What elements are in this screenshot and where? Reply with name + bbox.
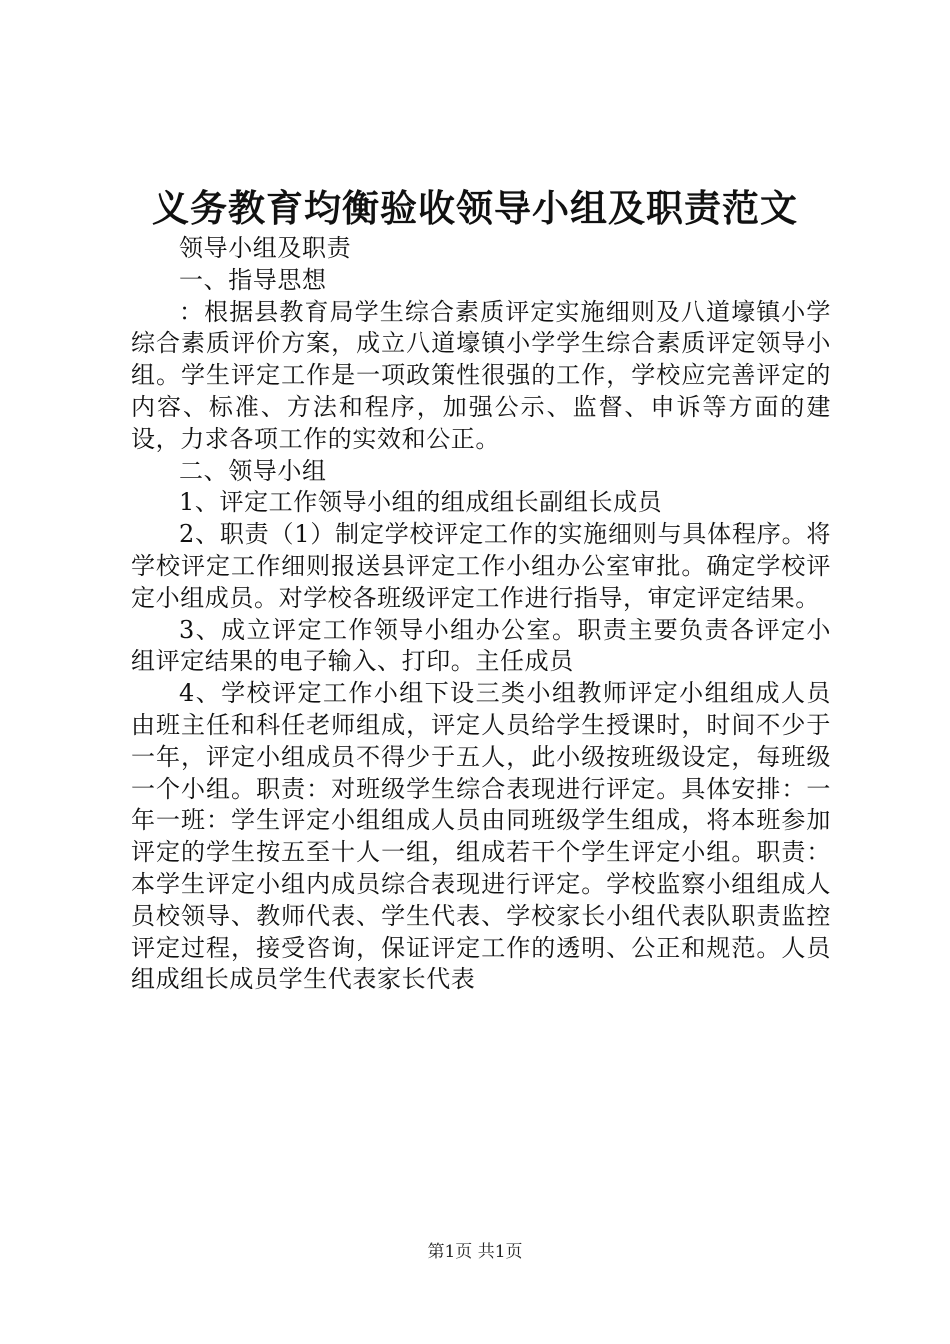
paragraph-item-2: 2、职责（1）制定学校评定工作的实施细则与具体程序。将学校评定工作细则报送县评定工作小组办公室审批。确定学校评定小组成员。对学校各班级评定工作进行指导，审定评定结果。 (131, 520, 831, 612)
section-heading-leadership: 领导小组及职责 (179, 234, 352, 262)
paragraph-item-3: 3、成立评定工作领导小组办公室。职责主要负责各评定小组评定结果的电子输入、打印。主任成员 (131, 615, 831, 676)
paragraph-item-4: 4、学校评定工作小组下设三类小组教师评定小组组成人员由班主任和科任老师组成，评定人员给学生授课时，时间不少于一年，评定小组成员不得少于五人，此小级按班级设定，每班级一个小组。职责：对班级学生综合表现进行评定。具体安排：一年一班：学生评定小组组成人员由同班级学生组成，将本班参加评定的学生按五至十人一组，组成若干个学生评定小组。职责：本学生评定小组内成员综合表现进行评定。学校监察小组组成人员校领导、教师代表、学生代表、学校家长小组代表队职责监控评定过程，接受咨询，保证评定工作的透明、公正和规范。人员组成组长成员学生代表家长代表 (131, 679, 831, 994)
section-heading-leading-group: 二、领导小组 (179, 456, 327, 485)
document-body (131, 233, 831, 996)
paragraph-item-1: 1、评定工作领导小组的组成组长副组长成员 (179, 488, 663, 517)
paragraph-guiding-ideology: ：根据县教育局学生综合素质评定实施细则及八道壕镇小学综合素质评价方案，成立八道壕镇小学学生综合素质评定领导小组。学生评定工作是一项政策性很强的工作，学校应完善评定的内容、标准、方法和程序，加强公示、监督、申诉等方面的建设，力求各项工作的实效和公正。 (131, 297, 831, 453)
document-title: 义务教育均衡验收领导小组及职责范文 (152, 186, 798, 230)
page-number-footer: 第1页 共1页 (427, 1242, 523, 1262)
section-heading-guiding-ideology: 一、指导思想 (179, 265, 327, 294)
